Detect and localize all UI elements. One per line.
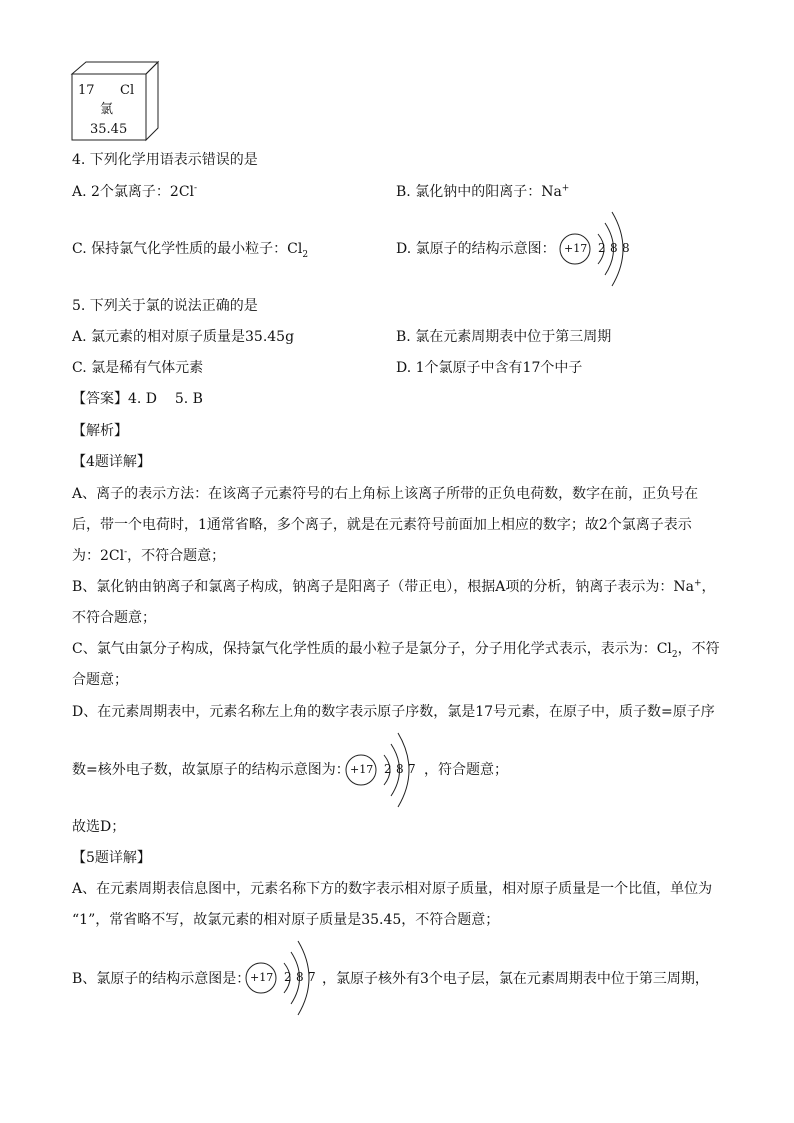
detail4-a-line3-text: 为：2Cl [72, 548, 125, 564]
detail4-d-line1: D、在元素周期表中，元素名称左上角的数字表示原子序数，氯是17号元素，在原子中，质子数=原子序 [72, 704, 715, 720]
shell-3-electrons: 8 [622, 241, 630, 255]
detail4-c-line1-sub: 2 [671, 649, 678, 660]
atom-structure-diagram-q4d [558, 206, 638, 290]
detail4-c-line1-tail: ，不符 [677, 641, 720, 657]
answer-text: 4. D 5. B [128, 391, 203, 407]
atomic-mass: 35.45 [90, 122, 128, 137]
nucleus-charge: +17 [350, 763, 374, 776]
shell-3-electrons: 7 [408, 762, 416, 776]
shell-1-electrons: 2 [384, 762, 392, 776]
detail4-d-line2-start: 数=核外电子数，故氯原子的结构示意图为： [72, 762, 350, 778]
detail4-b-line1 [72, 578, 716, 596]
atom-structure-diagram-detail4 [344, 728, 424, 812]
detail4-b-line2: 不符合题意； [72, 610, 156, 626]
detail4-a-line3-tail: ，不符合题意； [127, 548, 226, 564]
detail5-heading: 【5题详解】 [72, 850, 151, 866]
detail4-b-line1-sup: + [694, 578, 702, 589]
detail4-b-line1-text: B、氯化钠由钠离子和氯离子构成，钠离子是阳离子（带正电），根据A项的分析，钠离子表示为：Na [72, 579, 694, 595]
detail4-conclusion: 故选D； [72, 819, 126, 835]
q4-option-c [72, 240, 308, 258]
detail4-b-line1-tail: ， [701, 579, 716, 595]
element-card-chlorine [70, 60, 160, 142]
shell-1-electrons: 2 [284, 970, 292, 984]
q5-option-d: D. 1个氯原子中含有17个中子 [396, 360, 583, 376]
nucleus-charge: +17 [564, 242, 588, 255]
atom-structure-diagram-detail5 [244, 936, 324, 1020]
detail4-a-line3 [72, 547, 225, 565]
q4-option-a-sup: - [194, 183, 198, 194]
q4-option-a-text: A. 2个氯离子：2Cl [72, 184, 195, 200]
q4-option-b-text: B. 氯化钠中的阳离子：Na [396, 184, 562, 200]
q4-option-c-text: C. 保持氯气化学性质的最小粒子：Cl [72, 241, 303, 257]
shell-2-electrons: 8 [296, 970, 304, 984]
detail4-a-line1: A、离子的表示方法：在该离子元素符号的右上角标上该离子所带的正负电荷数，数字在前，正负号在 [72, 486, 699, 502]
element-symbol: Cl [120, 83, 135, 98]
q5-option-b: B. 氯在元素周期表中位于第三周期 [396, 329, 612, 345]
q5-stem: 5. 下列关于氯的说法正确的是 [72, 298, 258, 314]
shell-3-electrons: 7 [308, 970, 316, 984]
detail5-b-start: B、氯原子的结构示意图是： [72, 971, 251, 987]
q4-option-b-sup: + [561, 183, 570, 194]
answer-label: 【答案】 [72, 391, 128, 407]
detail5-a-line1: A、在元素周期表信息图中，元素名称下方的数字表示相对原子质量，相对原子质量是一个比值，单位为 [72, 881, 713, 897]
detail4-c-line2: 合题意； [72, 672, 128, 688]
shell-1-electrons: 2 [598, 241, 606, 255]
q4-option-a [72, 183, 197, 201]
nucleus-charge: +17 [250, 971, 274, 984]
detail4-a-line3-sup: - [124, 547, 128, 558]
detail4-c-line1-text: C、氯气由氯分子构成，保持氯气化学性质的最小粒子是氯分子，分子用化学式表示，表示为：Cl [72, 641, 672, 657]
q4-option-b [396, 183, 569, 201]
q5-option-c: C. 氯是稀有气体元素 [72, 360, 204, 376]
detail4-d-line2-end: ，符合题意； [424, 762, 508, 778]
detail5-a-line2: “1”，常省略不写，故氯元素的相对原子质量是35.45，不符合题意； [72, 912, 500, 928]
detail4-heading: 【4题详解】 [72, 454, 151, 470]
shell-2-electrons: 8 [610, 241, 618, 255]
q4-option-d: D. 氯原子的结构示意图： [396, 241, 556, 257]
element-name: 氯 [100, 102, 114, 117]
shell-2-electrons: 8 [396, 762, 404, 776]
detail4-c-line1 [72, 640, 720, 658]
answer-line [72, 390, 203, 408]
q4-option-c-sub: 2 [302, 249, 309, 260]
analysis-label: 【解析】 [72, 423, 128, 439]
q4-stem: 4. 下列化学用语表示错误的是 [72, 152, 258, 168]
atomic-number: 17 [78, 83, 95, 98]
detail5-b-end: ，氯原子核外有3个电子层，氯在元素周期表中位于第三周期， [322, 971, 709, 987]
detail4-a-line2: 后，带一个电荷时，1通常省略，多个离子，就是在元素符号前面加上相应的数字；故2个氯离子表示 [72, 517, 692, 533]
q5-option-a: A. 氯元素的相对原子质量是35.45g [72, 329, 295, 345]
